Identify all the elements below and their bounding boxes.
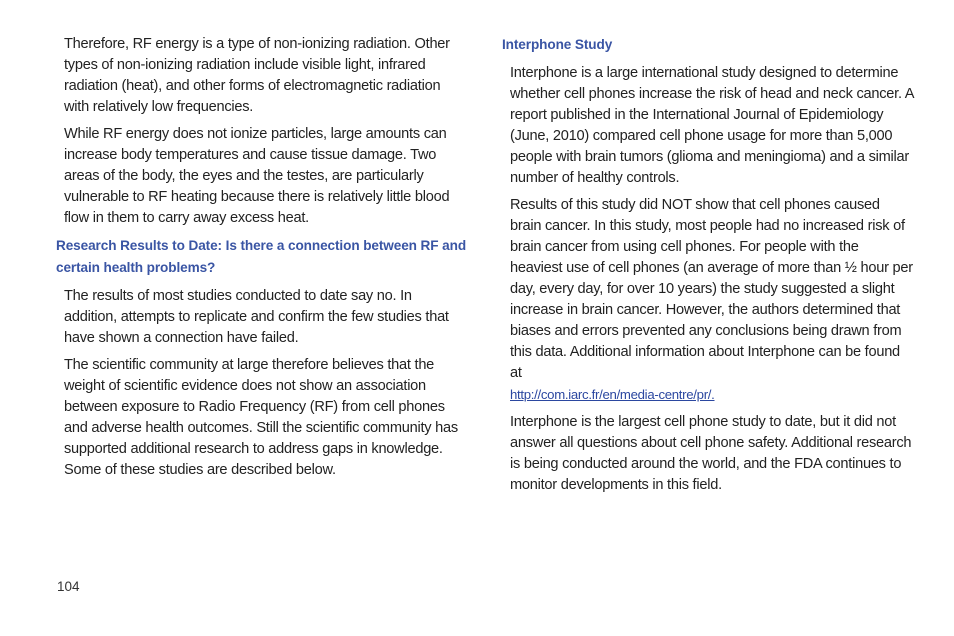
paragraph-rf-heating: While RF energy does not ionize particles, large amounts can increase body temperatures and cause tissue damage. Two areas of the body, the eyes and the testes, are particularly vulnerable to RF heating because there is relatively little blood flow in them to carry away excess heat. <box>64 126 450 226</box>
paragraph-rf-non-ionizing: Therefore, RF energy is a type of non-ionizing radiation. Other types of non-ionizing radiation include visible light, infrared radiation (heat), and other forms of electromagnetic radiation with relatively low frequencies. <box>64 36 450 115</box>
iarc-link[interactable]: http://com.iarc.fr/en/media-centre/pr/. <box>510 387 715 402</box>
interphone-results-text: Results of this study did NOT show that cell phones caused brain cancer. In this study, most people had no increased risk of brain cancer from using cell phones. For people with the heaviest use of cell phones (an average of more than ½ hour per day, every day, for over 10 years) the study suggested a slight increase in brain cancer. However, the authors determined that biases and errors prevented any conclusions being drawn from this data. Additional information about Interphone can be found at <box>510 197 913 381</box>
paragraph-interphone-results <box>510 195 914 406</box>
paragraph-interphone-largest: Interphone is the largest cell phone study to date, but it did not answer all questions about cell phone safety. Additional research is being conducted around the world, and the FDA continues to monitor developments in this field. <box>510 414 912 493</box>
right-column <box>502 34 914 502</box>
paragraph-study-results: The results of most studies conducted to date say no. In addition, attempts to replicate and confirm the few studies that have shown a connection have failed. <box>64 288 449 346</box>
paragraph-interphone-intro: Interphone is a large international study designed to determine whether cell phones increase the risk of head and neck cancer. A report published in the International Journal of Epidemiology (June, 2010) compared cell phone usage for more than 5,000 people with brain tumors (glioma and meningioma) and a similar number of healthy controls. <box>510 65 914 186</box>
page-number: 104 <box>57 579 80 594</box>
paragraph-scientific-community: The scientific community at large therefore believes that the weight of scientific evidence does not show an association between exposure to Radio Frequency (RF) from cell phones and adverse health outcomes. Still the scientific community has supported additional research to address gaps in knowledge. Some of these studies are described below. <box>64 357 458 478</box>
heading-research-results: Research Results to Date: Is there a connection between RF and certain health problems? <box>56 238 467 275</box>
heading-interphone-study: Interphone Study <box>502 37 613 52</box>
left-column <box>56 34 468 487</box>
